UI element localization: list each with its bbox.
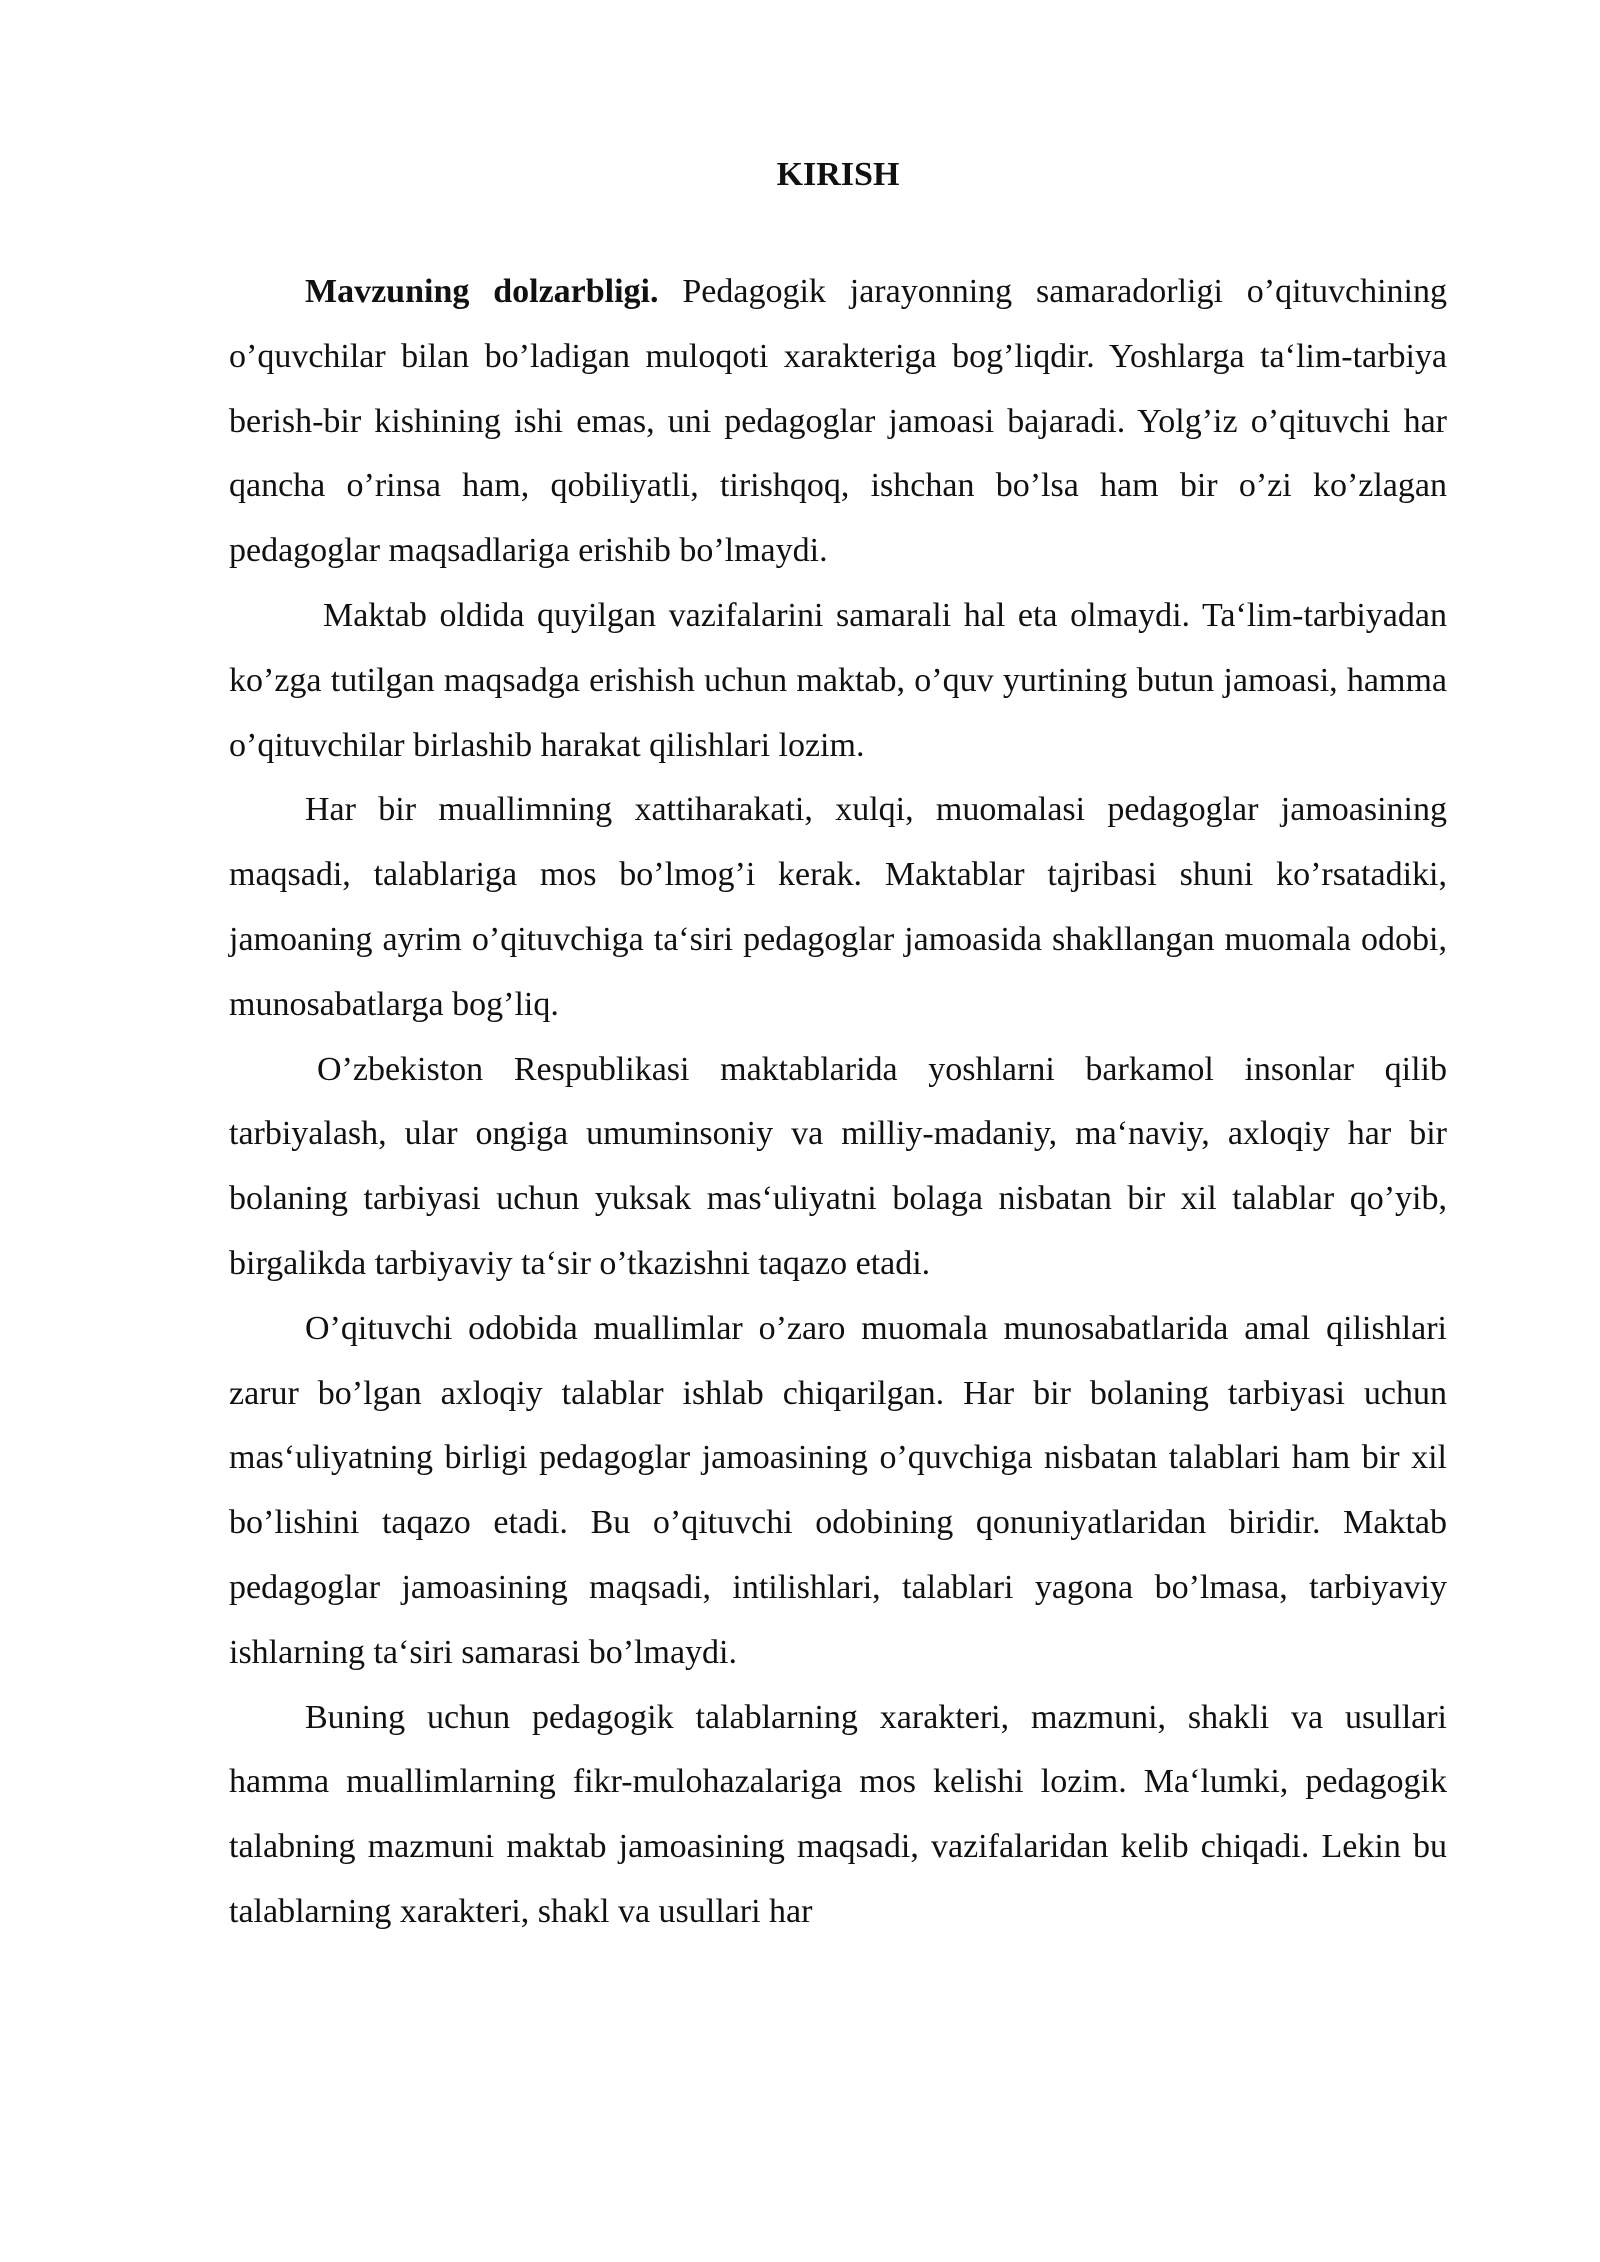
paragraph-text: Maktab oldida quyilgan vazifalarini samarali hal eta olmaydi. Ta‘lim-tarbiyadan ko’zga tutilgan maqsadga erishish uchun maktab, o’quv yurtining butun jamoasi, hamma o’qituvchilar birlashib harakat qilishlari lozim. (229, 596, 1447, 764)
paragraph-text: Har bir muallimning xattiharakati, xulqi, muomalasi pedagoglar jamoasining maqsadi, talablariga mos bo’lmog’i kerak. Maktablar tajribasi shuni ko’rsatadiki, jamoaning ayrim o’qituvchiga ta‘siri pedagoglar jamoasida shakllangan muomala odobi, munosabatlarga bog’liq. (229, 791, 1447, 1023)
paragraph-text: O’zbekiston Respublikasi maktablarida yoshlarni barkamol insonlar qilib tarbiyalash, ular ongiga umuminsoniy va milliy-madaniy, ma‘naviy, axloqiy har bir bolaning tarbiyasi uchun yuksak mas‘uliyatni bolaga nisbatan bir xil talablar qo’yib, birgalikda tarbiyaviy ta‘sir o’tkazishni taqazo etadi. (229, 1050, 1447, 1282)
paragraph-5 (229, 1297, 1447, 1686)
paragraph-relevance (229, 260, 1447, 584)
paragraph-lead: Mavzuning dolzarbligi. (305, 273, 659, 310)
document-title: KIRISH (776, 156, 900, 193)
paragraph-text: O’qituvchi odobida muallimlar o’zaro muomala munosabatlarida amal qilishlari zarur bo’lgan axloqiy talablar ishlab chiqarilgan. Har bir bolaning tarbiyasi uchun mas‘uliyatning birligi pedagoglar jamoasining o’quvchiga nisbatan talablari ham bir xil bo’lishini taqazo etadi. Bu o’qituvchi odobining qonuniyatlaridan biridir. Maktab pedagoglar jamoasining maqsadi, intilishlari, talablari yagona bo’lmasa, tarbiyaviy ishlarning ta‘siri samarasi bo’lmaydi. (229, 1309, 1447, 1671)
paragraph-text: Pedagogik jarayonning samaradorligi o’qituvchining o’quvchilar bilan bo’ladigan muloqoti xarakteriga bog’liqdir. Yoshlarga ta‘lim-tarbiya berish-bir kishining ishi emas, uni pedagoglar jamoasi bajaradi. Yolg’iz o’qituvchi har qancha o’rinsa ham, qobiliyatli, tirishqoq, ishchan bo’lsa ham bir o’zi ko’zlagan pedagoglar maqsadlariga erishib bo’lmaydi. (229, 273, 1447, 570)
paragraph-3 (229, 778, 1447, 1037)
paragraph-6 (229, 1686, 1447, 1945)
paragraph-text: Buning uchun pedagogik talablarning xarakteri, mazmuni, shakli va usullari hamma muallimlarning fikr-mulohazalariga mos kelishi lozim. Ma‘lumki, pedagogik talabning mazmuni maktab jamoasining maqsadi, vazifalaridan kelib chiqadi. Lekin bu talablarning xarakteri, shakl va usullari har (229, 1698, 1447, 1930)
paragraph-2 (229, 584, 1447, 778)
document-body (229, 150, 1447, 1945)
paragraph-4 (229, 1038, 1447, 1297)
